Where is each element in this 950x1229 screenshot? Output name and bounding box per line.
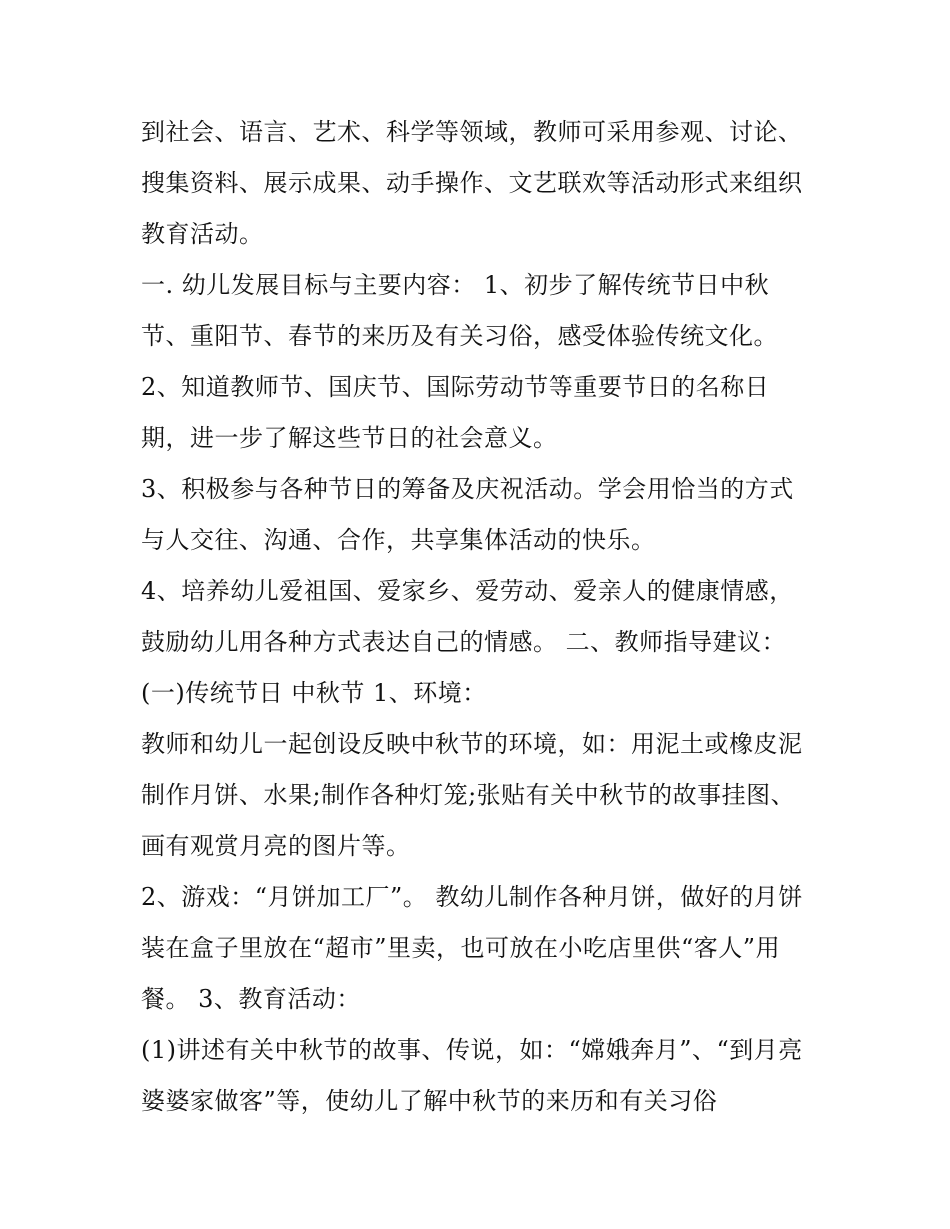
text-line-8: 3、积极参与各种节日的筹备及庆祝活动。学会用恰当的方式: [141, 475, 794, 503]
text-line-13: 教师和幼儿一起创设反映中秋节的环境，如：用泥土或橡皮泥: [141, 730, 803, 758]
text-line-19: (1)讲述有关中秋节的故事、传说，如：“嫦娥奔月”、“到月亮: [141, 1036, 803, 1064]
text-line-14: 制作月饼、水果;制作各种灯笼;张贴有关中秋节的故事挂图、: [141, 781, 796, 809]
text-line-9: 与人交往、沟通、合作，共享集体活动的快乐。: [141, 526, 656, 554]
text-line-4: 一. 幼儿发展目标与主要内容： 1、初步了解传统节日中秋: [141, 271, 770, 299]
text-line-5: 节、重阳节、春节的来历及有关习俗，感受体验传统文化。: [141, 322, 778, 350]
text-line-2: 搜集资料、展示成果、动手操作、文艺联欢等活动形式来组织: [141, 169, 803, 197]
text-line-12: (一)传统节日 中秋节 1、环境：: [141, 679, 487, 707]
text-line-20: 婆婆家做客”等，使幼儿了解中秋节的来历和有关习俗: [141, 1087, 718, 1115]
text-line-18: 餐。 3、教育活动：: [141, 985, 361, 1013]
text-line-11: 鼓励幼儿用各种方式表达自己的情感。 二、教师指导建议：: [141, 628, 787, 656]
text-line-1: 到社会、语言、艺术、科学等领域，教师可采用参观、讨论、: [141, 118, 803, 146]
text-line-10: 4、培养幼儿爱祖国、爱家乡、爱劳动、爱亲人的健康情感，: [141, 577, 794, 605]
document-body: [141, 107, 821, 1127]
text-line-16: 2、游戏：“月饼加工厂”。 教幼儿制作各种月饼，做好的月饼: [141, 883, 803, 911]
text-line-7: 期，进一步了解这些节日的社会意义。: [141, 424, 558, 452]
text-line-3: 教育活动。: [141, 220, 264, 248]
text-line-15: 画有观赏月亮的图片等。: [141, 832, 411, 860]
text-line-17: 装在盒子里放在“超市”里卖，也可放在小吃店里供“客人”用: [141, 934, 781, 962]
text-line-6: 2、知道教师节、国庆节、国际劳动节等重要节日的名称日: [141, 373, 770, 401]
